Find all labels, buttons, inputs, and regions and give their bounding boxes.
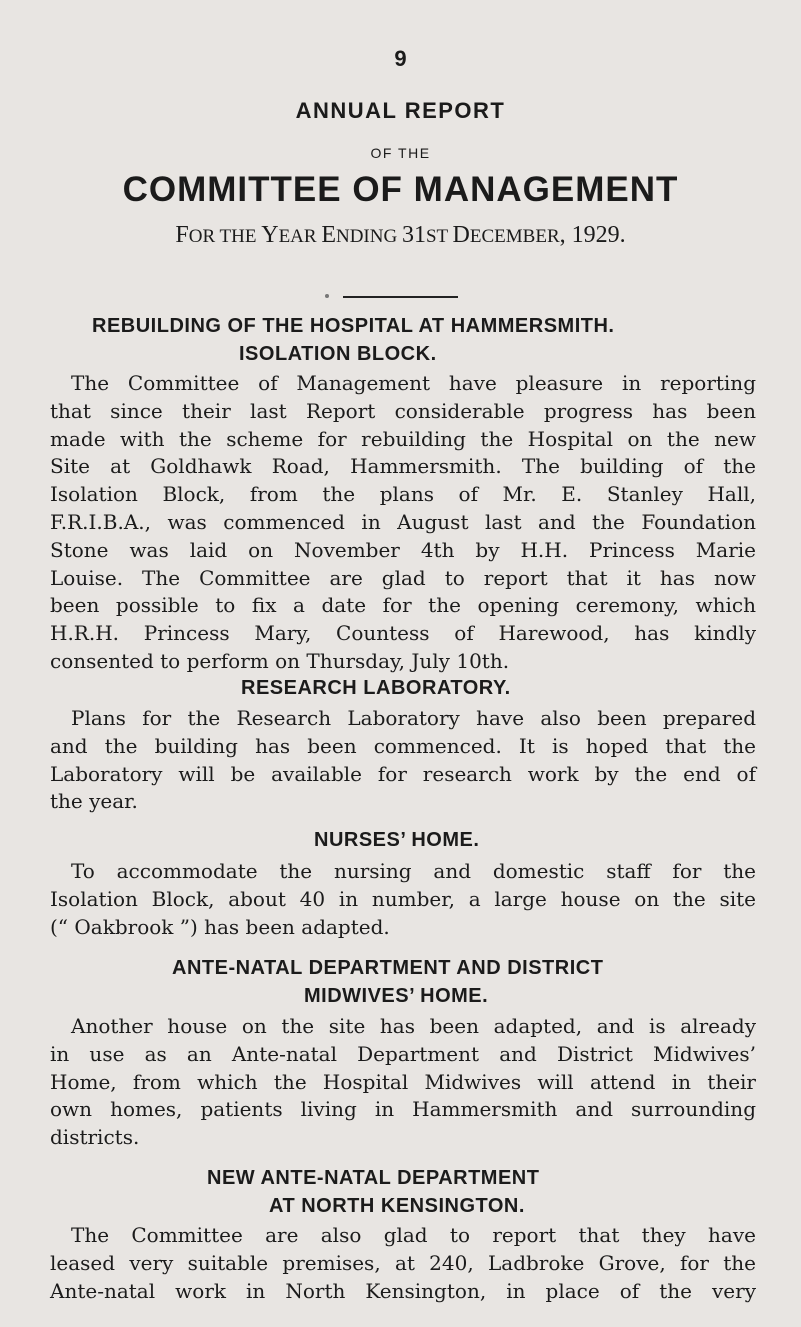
paragraph-line: districts. [50,1125,140,1150]
section-heading: REBUILDING OF THE HOSPITAL AT HAMMERSMITH. [92,315,615,337]
paragraph-line: Plans for the Research Laboratory have also been prepared [71,706,756,730]
paragraph-line: and the building has been commenced. It is hoped that the [50,733,756,758]
paragraph-line: Laboratory will be available for research work by the end of [50,761,756,786]
paragraph-line: leased very suitable premises, at 240, Ladbroke Grove, for the [50,1250,756,1275]
section-heading: ANTE-NATAL DEPARTMENT AND DISTRICT [172,957,604,979]
section-paragraph [50,858,756,941]
section-heading: NEW ANTE-NATAL DEPARTMENT [207,1167,540,1189]
paragraph-line: The Committee are also glad to report that they have [71,1223,756,1247]
section-heading: NURSES’ HOME. [314,829,480,851]
paragraph-line: F.R.I.B.A., was commenced in August last and the Foundation [50,509,756,534]
section-subheading: AT NORTH KENSINGTON. [269,1195,525,1217]
paragraph-line: that since their last Report considerable progress has been [50,398,756,423]
paragraph-line: own homes, patients living in Hammersmith and surrounding [50,1097,756,1122]
section-paragraph [50,1222,756,1305]
paragraph-line: Louise. The Committee are glad to report that it has now [50,565,756,590]
paragraph-line: H.R.H. Princess Mary, Countess of Harewood, has kindly [50,621,756,646]
paragraph-line: (“ Oakbrook ”) has been adapted. [50,914,390,939]
committee-title: COMMITTEE OF MANAGEMENT [122,170,679,209]
paragraph-line: Isolation Block, about 40 in number, a large house on the site [50,886,756,911]
paragraph-line: been possible to fix a date for the opening ceremony, which [50,593,756,618]
section-paragraph [50,1013,756,1152]
section-subheading: MIDWIVES’ HOME. [304,985,489,1007]
paragraph-line: Another house on the site has been adapted, and is already [71,1014,756,1038]
paragraph-line: Site at Goldhawk Road, Hammersmith. The building of the [50,454,756,479]
report-title-connector: OF THE [370,145,431,161]
paragraph-line: the year. [50,789,138,814]
header-divider [343,296,458,298]
paragraph-line: consented to perform on Thursday, July 10th. [50,648,510,673]
section-paragraph [50,370,756,676]
section-subheading: ISOLATION BLOCK. [239,343,437,365]
report-year-line: FOR THE YEAR ENDING 31ST DECEMBER, 1929. [175,222,626,248]
paragraph-line: Isolation Block, from the plans of Mr. E. Stanley Hall, [50,482,756,507]
section-heading: RESEARCH LABORATORY. [241,677,511,699]
report-title: ANNUAL REPORT [295,98,506,123]
paragraph-line: Home, from which the Hospital Midwives will attend in their [50,1069,756,1094]
paragraph-line: Ante-natal work in North Kensington, in place of the very [50,1278,756,1303]
paragraph-line: Stone was laid on November 4th by H.H. Princess Marie [50,537,756,562]
paragraph-line: The Committee of Management have pleasure in reporting [71,371,756,395]
ink-speck [325,294,329,298]
paragraph-line: made with the scheme for rebuilding the Hospital on the new [50,426,756,451]
page-number: 9 [394,46,407,71]
paragraph-line: To accommodate the nursing and domestic staff for the [71,859,756,883]
paragraph-line: in use as an Ante-natal Department and District Midwives’ [50,1041,756,1066]
section-paragraph [50,705,756,816]
